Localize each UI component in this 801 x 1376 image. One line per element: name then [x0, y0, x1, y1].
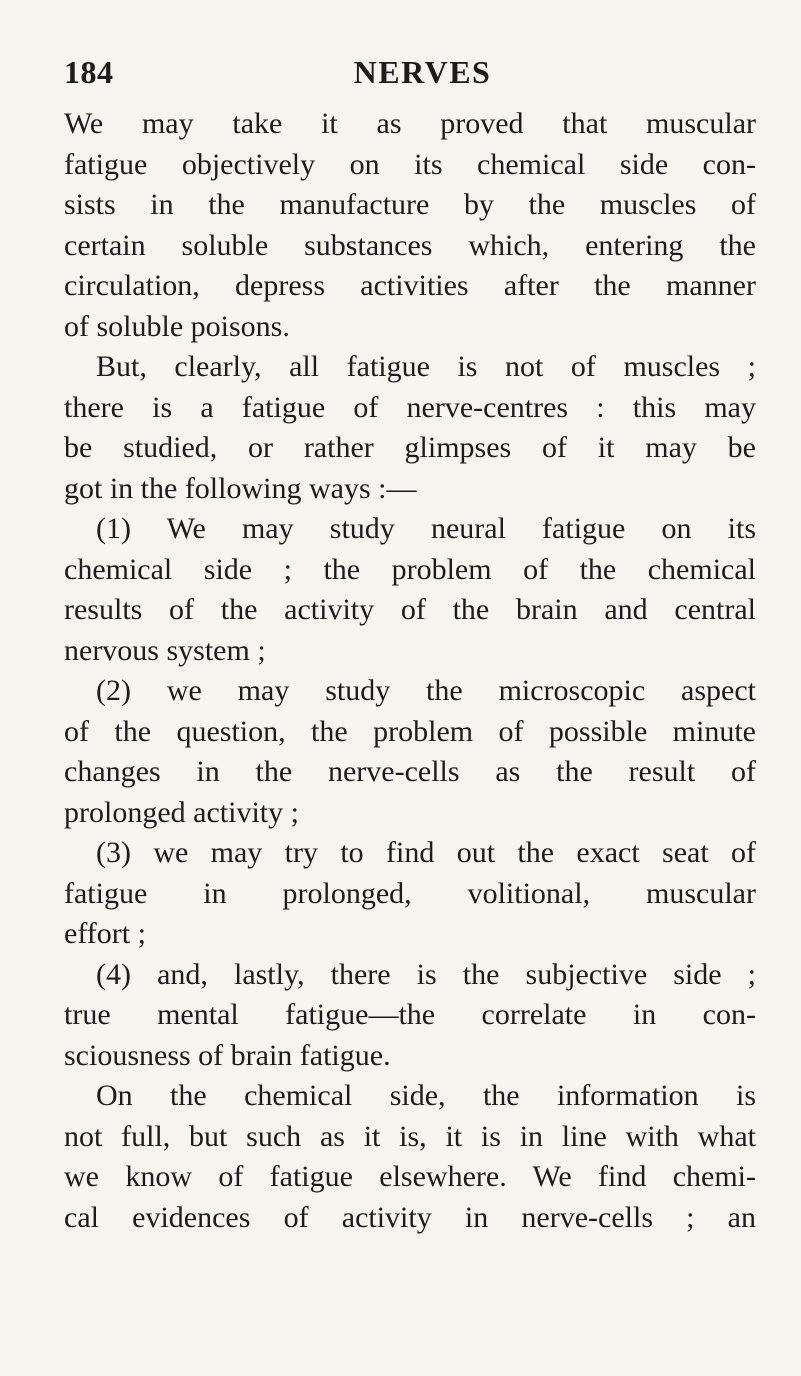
- text-line: of the question, the problem of possible minute: [64, 714, 756, 748]
- text-line: But, clearly, all fatigue is not of muscles ;: [96, 350, 756, 383]
- text-line: nervous system ;: [64, 633, 266, 667]
- text-line: (2) we may study the microscopic aspect: [96, 674, 756, 707]
- text-line: fatigue in prolonged, volitional, muscular: [64, 876, 756, 910]
- text-line: got in the following ways :—: [64, 471, 417, 505]
- text-line: results of the activity of the brain and central: [64, 593, 756, 626]
- body-text: [64, 104, 756, 1238]
- text-line: sists in the manufacture by the muscles of: [64, 188, 756, 221]
- text-line: not full, but such as it is, it is in line with what: [64, 1119, 756, 1153]
- text-line: effort ;: [64, 917, 146, 950]
- text-line: sciousness of brain fatigue.: [64, 1038, 391, 1072]
- page-number: 184: [64, 54, 114, 90]
- text-line: we know of fatigue elsewhere. We find chemi-: [64, 1160, 756, 1193]
- text-line: fatigue objectively on its chemical side con-: [64, 147, 756, 181]
- text-line: be studied, or rather glimpses of it may be: [64, 431, 756, 464]
- text-line: there is a fatigue of nerve-centres : this may: [64, 390, 756, 424]
- text-line: changes in the nerve-cells as the result of: [64, 755, 756, 788]
- running-head: [64, 52, 761, 96]
- text-line: prolonged activity ;: [64, 795, 299, 829]
- text-line: We may take it as proved that muscular: [64, 107, 756, 140]
- text-line: (3) we may try to find out the exact seat of: [96, 836, 756, 869]
- text-line: chemical side ; the problem of the chemical: [64, 552, 756, 586]
- text-line: (1) We may study neural fatigue on its: [96, 512, 756, 545]
- text-line: true mental fatigue—the correlate in con-: [64, 998, 756, 1031]
- text-line: (4) and, lastly, there is the subjective side ;: [96, 957, 756, 991]
- text-line: On the chemical side, the information is: [96, 1079, 756, 1112]
- text-line: cal evidences of activity in nerve-cells ; an: [64, 1200, 756, 1234]
- text-line: of soluble poisons.: [64, 309, 290, 343]
- text-line: circulation, depress activities after the manner: [64, 269, 756, 302]
- running-title: NERVES: [353, 54, 492, 90]
- text-line: certain soluble substances which, entering the: [64, 228, 756, 262]
